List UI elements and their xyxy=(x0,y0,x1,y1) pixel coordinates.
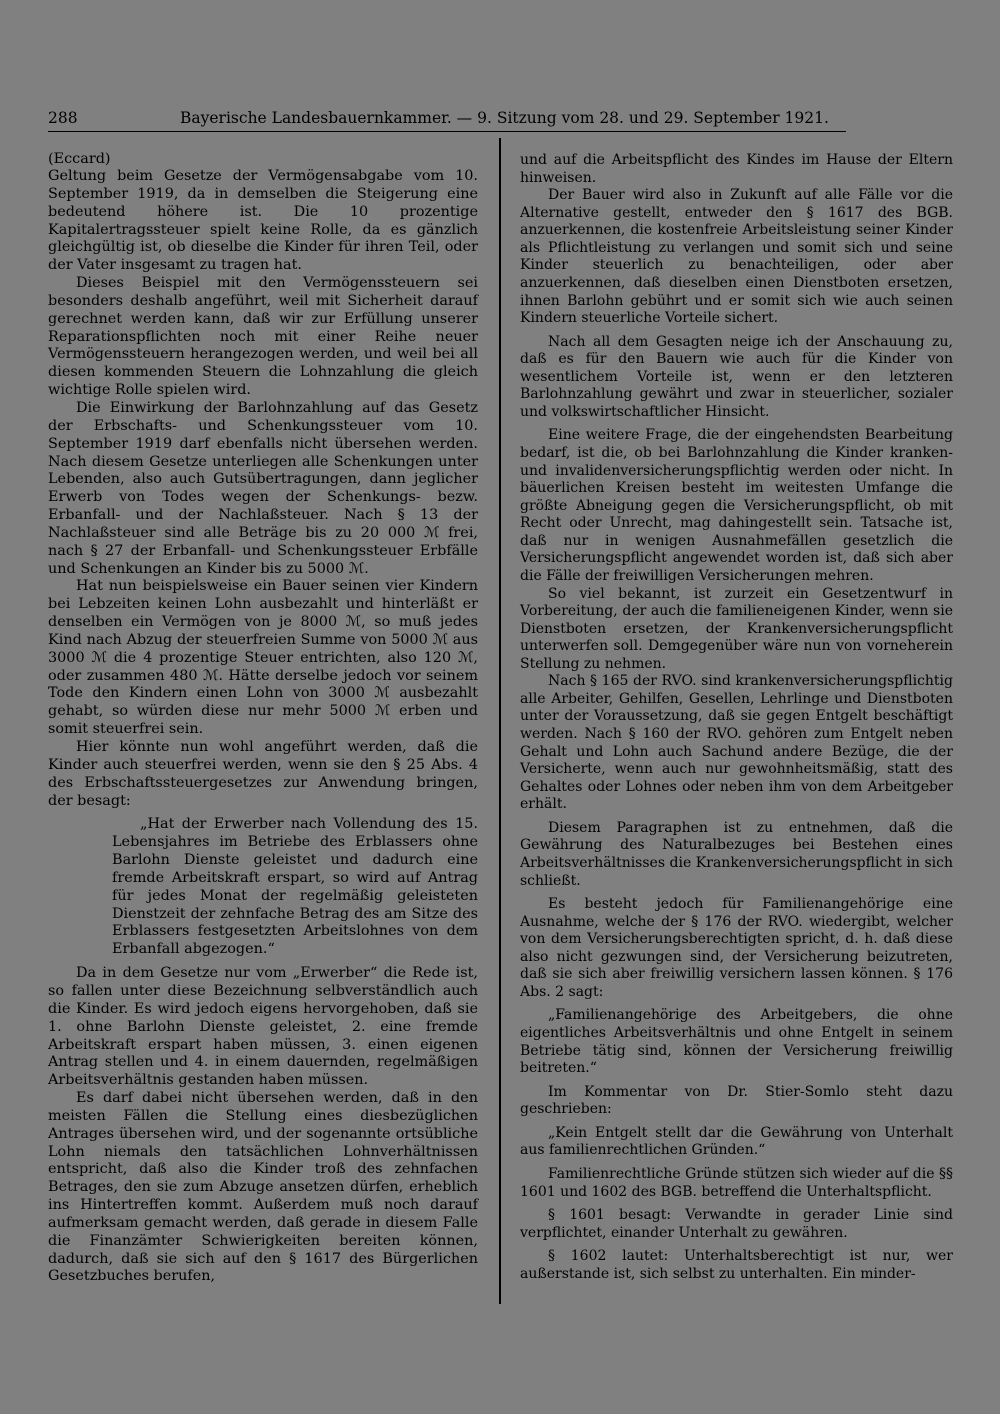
paragraph: So viel bekannt, ist zurzeit ein Gesetzentwurf in Vorbereitung, der auch die familieneigenen Kinder, wenn sie Dienstboten ersetzen, der Krankenversicherungspflicht unterwerfen soll. Demgegenüber wäre nun von vorneherein Stellung zu nehmen. xyxy=(520,585,953,672)
paragraph: § 1601 besagt: Verwandte in gerader Linie sind verpflichtet, einander Unterhalt zu gewähren. xyxy=(520,1207,953,1241)
paragraph: Familienrechtliche Gründe stützen sich wieder auf die §§ 1601 und 1602 des BGB. betreffend die Unterhaltspflicht. xyxy=(520,1165,953,1200)
column-divider xyxy=(499,138,501,1304)
paragraph: Im Kommentar von Dr. Stier-Somlo steht dazu geschrieben: xyxy=(520,1083,953,1118)
header-title: Bayerische Landesbauernkammer. — 9. Sitzung vom 28. und 29. September 1921. xyxy=(180,109,829,127)
block-quote: „Familienangehörige des Arbeitgebers, die ohne eigentliches Arbeitsverhältnis und ohne Entgelt in seinem Betriebe tätig sind, können der Versicherung freiwillig beitreten.“ xyxy=(520,1007,953,1077)
speaker-label: (Eccard) xyxy=(48,151,111,167)
page-number: 288 xyxy=(48,109,78,127)
paragraph: Diesem Paragraphen ist zu entnehmen, daß die Gewährung des Naturalbezuges bei Bestehen eines Arbeitsverhältnisses die Krankenversicherungspflicht in sich schließt. xyxy=(520,819,953,889)
paragraph: § 1602 lautet: Unterhaltsberechtigt ist nur, wer außerstande ist, sich selbst zu unterhalten. Ein minder- xyxy=(520,1248,953,1282)
paragraph: Nach § 165 der RVO. sind krankenversicherungspflichtig alle Arbeiter, Gehilfen, Gesellen, Lehrlinge und Dienstboten unter der Voraussetzung, daß sie gegen Entgelt beschäftigt werden. Nach § 160 der RVO. gehören zum Entgelt neben Gehalt und Lohn auch Sachund andere Bezüge, die der Versicherte, wenn auch nur gewohnheitsmäßig, statt des Gehaltes oder Lohnes oder neben ihm von dem Arbeitgeber erhält. xyxy=(520,673,953,813)
paragraph: Hier könnte nun wohl angeführt werden, daß die Kinder auch steuerfrei werden, wenn sie den § 25 Abs. 4 des Erbschaftssteuergesetzes zur Anwendung bringen, der besagt: xyxy=(48,739,478,809)
paragraph: und auf die Arbeitspflicht des Kindes im Hause der Eltern hinweisen. xyxy=(520,152,953,186)
block-quote: „Hat der Erwerber nach Vollendung des 15. Lebensjahres im Betriebe des Erblassers ohne Barlohn Dienste geleistet und dadurch eine fremde Arbeitskraft erspart, so wird auf Antrag für jedes Monat der regelmäßig geleisteten Dienstzeit der zehnfache Betrag des am Sitze des Erblassers festgesetzten Arbeitslohnes von dem Erbanfall abgezogen.“ xyxy=(112,816,478,958)
running-header xyxy=(48,108,843,128)
block-quote: „Kein Entgelt stellt dar die Gewährung von Unterhalt aus familienrechtlichen Gründen.“ xyxy=(520,1124,953,1159)
paragraph: Geltung beim Gesetze der Vermögensabgabe vom 10. September 1919, da in demselben die Steigerung eine bedeutend höhere ist. Die 10 prozentige Kapitalertragssteuer spielt keine Rolle, da es gänzlich gleichgültig ist, ob dieselbe die Kinder für ihren Teil, oder der Vater insgesamt zu tragen hat. xyxy=(48,168,478,274)
paragraph: Nach all dem Gesagten neige ich der Anschauung zu, daß es für den Bauern wie auch für die Kinder von wesentlichem Vorteile ist, wenn er den letzteren Barlohnzahlung gewährt und zwar in steuerlicher, sozialer und volkswirtschaftlicher Hinsicht. xyxy=(520,333,953,420)
right-column xyxy=(520,152,953,1283)
left-column xyxy=(48,150,478,1286)
paragraph: Die Einwirkung der Barlohnzahlung auf das Gesetz der Erbschafts- und Schenkungssteuer vom 10. September 1919 darf ebenfalls nicht übersehen werden. Nach diesem Gesetze unterliegen alle Schenkungen unter Lebenden, also auch Gutsübertragungen, dann jeglicher Erwerb von Todes wegen der Schenkungs- bezw. Erbanfall- und der Nachlaßsteuer. Nach § 13 der Nachlaßsteuer sind alle Beträge bis zu 20 000 ℳ frei, nach § 27 der Erbanfall- und Schenkungssteuer Erbfälle und Schenkungen an Kinder bis zu 5000 ℳ. xyxy=(48,399,478,577)
paragraph: Da in dem Gesetze nur vom „Erwerber“ die Rede ist, so fallen unter diese Bezeichnung selbverständlich auch die Kinder. Es wird jedoch eigens hervorgehoben, daß sie 1. ohne Barlohn Dienste geleistet, 2. eine fremde Arbeitskraft erspart haben müssen, 3. einen eigenen Antrag stellen und 4. in einem dauernden, regelmäßigen Arbeitsverhältnis gestanden haben müssen. xyxy=(48,965,478,1089)
paragraph: Es besteht jedoch für Familienangehörige eine Ausnahme, welche der § 176 der RVO. wiedergibt, welcher von dem Versicherungsberechtigten spricht, d. h. daß diese also nicht gezwungen sind, der Versicherung beizutreten, daß sie sich aber freiwillig versichern lassen können. § 176 Abs. 2 sagt: xyxy=(520,896,953,1000)
paragraph: Dieses Beispiel mit den Vermögenssteuern sei besonders deshalb angeführt, weil mit Sicherheit darauf gerechnet werden kann, daß wir zur Erfüllung unserer Reparationspflichten noch mit einer Reihe neuer Vermögenssteuern herangezogen werden, und weil bei all diesen kommenden Steuern die Lohnzahlung die gleich wichtige Rolle spielen wird. xyxy=(48,275,478,399)
paragraph: Eine weitere Frage, die der eingehendsten Bearbeitung bedarf, ist die, ob bei Barlohnzahlung die Kinder kranken- und invalidenversicherungspflichtig werden oder nicht. In bäuerlichen Kreisen besteht im weitesten Umfange die größte Abneigung gegen die Versicherungspflicht, ob mit Recht oder Unrecht, mag dahingestellt sein. Tatsache ist, daß nur in wenigen Ausnahmefällen gesetzlich die Versicherungspflicht angewendet worden ist, daß sich aber die Fälle der freiwilligen Versicherungen mehren. xyxy=(520,427,953,584)
header-rule xyxy=(48,131,846,132)
paragraph: Es darf dabei nicht übersehen werden, daß in den meisten Fällen die Stellung eines diesbezüglichen Antrages übersehen wird, und der sogenannte ortsübliche Lohn niemals den tatsächlichen Lohnverhältnissen entspricht, daß also die Kinder troß des zehnfachen Betrages, den sie zum Abzuge ansetzen dürfen, erheblich ins Hintertreffen kommt. Außerdem muß noch darauf aufmerksam gemacht werden, daß gerade in diesem Falle die Finanzämter Schwierigkeiten bereiten können, dadurch, daß sie sich auf den § 1617 des Bürgerlichen Gesetzbuches berufen, xyxy=(48,1090,478,1285)
paragraph: Der Bauer wird also in Zukunft auf alle Fälle vor die Alternative gestellt, entweder den § 1617 des BGB. anzuerkennen, die kostenfreie Arbeitsleistung seiner Kinder als Pflichtleistung zu verlangen und somit sich und seine Kinder steuerlich zu benachteiligen, oder aber anzuerkennen, daß dieselben einen Dienstboten ersetzen, ihnen Barlohn gebührt und er somit sich wie auch seinen Kindern steuerliche Vorteile sichert. xyxy=(520,187,953,327)
paragraph: Hat nun beispielsweise ein Bauer seinen vier Kindern bei Lebzeiten keinen Lohn ausbezahlt und hinterläßt er denselben ein Vermögen von je 8000 ℳ, so muß jedes Kind nach Abzug der steuerfreien Summe von 5000 ℳ aus 3000 ℳ die 4 prozentige Steuer entrichten, also 120 ℳ, oder zusammen 480 ℳ. Hätte derselbe jedoch vor seinem Tode den Kindern einen Lohn von 3000 ℳ ausbezahlt gehabt, so würden diese nur mehr 5000 ℳ erben und somit steuerfrei sein. xyxy=(48,578,478,738)
